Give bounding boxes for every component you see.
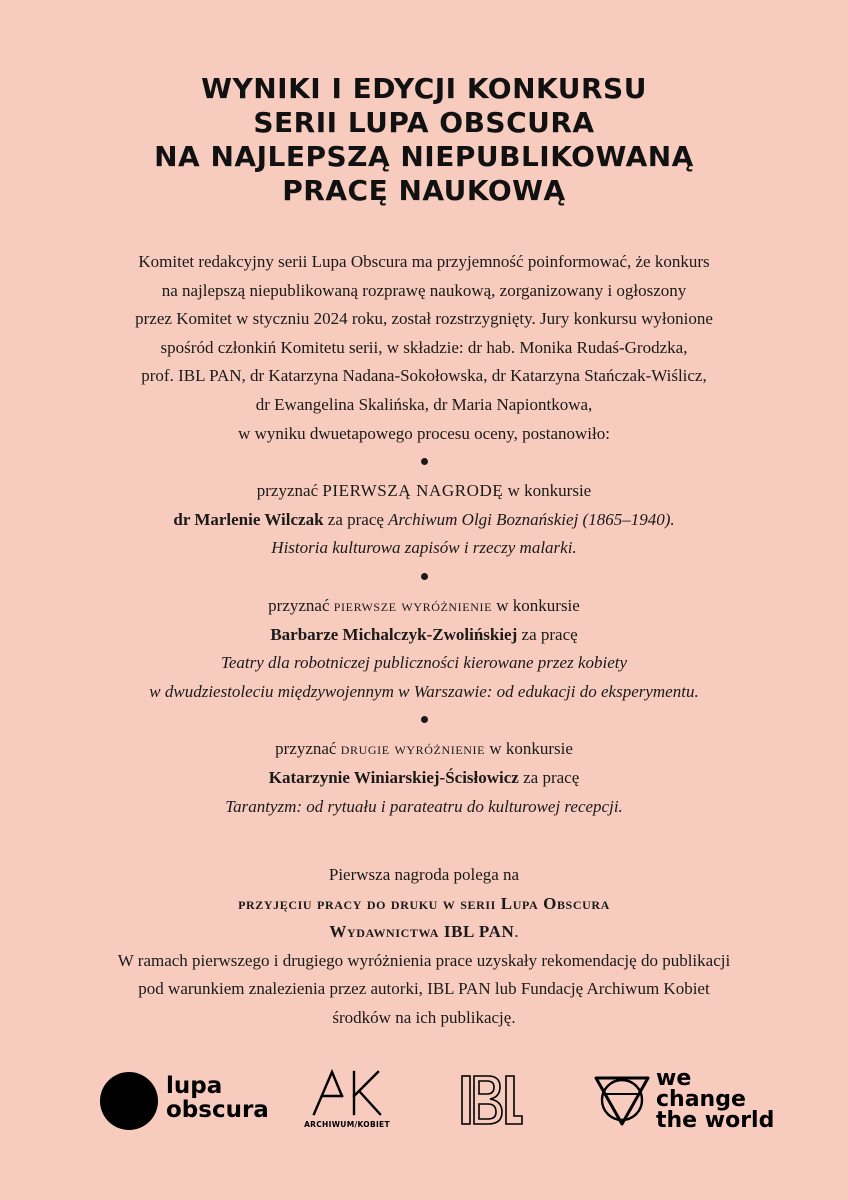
intro-line-1: Komitet redakcyjny serii Lupa Obscura ma przyjemność poinformować, że konkurs [138, 252, 710, 271]
wcw-line-2: change [656, 1087, 746, 1112]
bullet-divider [421, 458, 428, 465]
award1-post: w konkursie [503, 481, 592, 501]
intro-line-7: w wyniku dwuetapowego procesu oceny, postanowiło: [238, 423, 610, 443]
award3-line-2 [0, 764, 848, 793]
award3-pre: przyznać [275, 739, 341, 759]
award3-work-1: Tarantyzm: od rytuału i parateatru do kulturowej recepcji. [225, 796, 623, 816]
closing-line-6: środków na ich publikację. [332, 1008, 516, 1028]
announcement-body [0, 248, 848, 1033]
award1-pre: przyznać [256, 481, 323, 501]
award1-work-2: Historia kulturowa zapisów i rzeczy malarki. [271, 538, 577, 558]
wcw-line-3: the world [656, 1108, 775, 1133]
intro-line-5: prof. IBL PAN, dr Katarzyna Nadana-Sokołowska, dr Katarzyna Stańczak-Wiślicz, [141, 366, 707, 386]
lupa-obscura-circle-icon [100, 1072, 158, 1130]
award3-post: w konkursie [485, 739, 573, 759]
award1-mid: za pracę [323, 509, 389, 529]
lupa-logo-line-1: lupa [166, 1073, 223, 1099]
closing-line-4: W ramach pierwszego i drugiego wyróżnienia prace uzyskały rekomendację do publikacji [117, 950, 731, 970]
closing-period: . [514, 922, 519, 942]
closing-line-1: Pierwsza nagroda polega na [328, 865, 520, 885]
bullet-divider [421, 716, 428, 723]
intro-line-4: spośród członkiń Komitetu serii, w składzie: dr hab. Monika Rudaś-Grodzka, [160, 337, 688, 357]
award2-mid: za pracę [517, 624, 578, 644]
intro-line-6: dr Ewangelina Skalińska, dr Maria Napiontkowa, [255, 394, 593, 414]
award2-post: w konkursie [492, 595, 580, 615]
bullet-divider [421, 573, 428, 580]
award2-work-2: w dwudziestoleciu międzywojennym w Warszawie: od edukacji do eksperymentu. [149, 681, 699, 701]
we-change-the-world-icon [592, 1072, 652, 1128]
award3-mid: za pracę [518, 767, 580, 787]
archiwum-kobiet-label: ARCHIWUM/KOBIET [304, 1120, 390, 1129]
award1-winner: dr Marlenie Wilczak [173, 509, 324, 529]
title-line-2: SERII LUPA OBSCURA [253, 106, 595, 139]
spacer [0, 841, 848, 861]
award3-winner: Katarzynie Winiarskiej-Ścisłowicz [268, 767, 519, 787]
award3-line-1 [0, 735, 848, 764]
award1-award: PIERWSZĄ NAGRODĘ [322, 481, 504, 501]
title-line-4: PRACĘ NAUKOWĄ [282, 174, 566, 207]
award2-line-2 [0, 621, 848, 650]
intro-line-3: przez Komitet w styczniu 2024 roku, został rozstrzygnięty. Jury konkursu wyłonione [135, 309, 713, 329]
wcw-line-1: we [656, 1066, 692, 1091]
ibl-logo [458, 1072, 524, 1128]
closing-line-5: pod warunkiem znalezienia przez autorki, IBL PAN lub Fundację Archiwum Kobiet [138, 979, 710, 999]
title-line-1: WYNIKI I EDYCJI KONKURSU [201, 72, 647, 105]
award2-line-1 [0, 592, 848, 621]
intro-line-2: na najlepszą niepublikowaną rozprawę naukową, zorganizowany i ogłoszony [161, 280, 687, 300]
we-change-the-world-logo [656, 1068, 774, 1131]
award2-award: pierwsze wyróżnienie [333, 595, 492, 615]
award3-award: drugie wyróżnienie [340, 739, 486, 759]
title-line-3: NA NAJLEPSZĄ NIEPUBLIKOWANĄ [154, 140, 694, 173]
award2-pre: przyznać [268, 595, 334, 615]
logo-row [0, 1068, 848, 1138]
closing-line-2: przyjęciu pracy do druku w serii Lupa Obscura [238, 893, 610, 913]
award1-line-2 [0, 506, 848, 535]
award2-winner: Barbarze Michalczyk-Zwolińskiej [270, 624, 518, 644]
award1-line-1 [0, 477, 848, 506]
page-title [0, 72, 848, 208]
lupa-logo-line-2: obscura [166, 1097, 269, 1123]
closing-line-3 [0, 918, 848, 947]
spacer [0, 821, 848, 841]
award2-work-1: Teatry dla robotniczej publiczności kierowane przez kobiety [220, 653, 628, 673]
award1-work-1: Archiwum Olgi Boznańskiej (1865–1940). [388, 509, 675, 529]
closing-publisher: Wydawnictwa IBL PAN [329, 922, 515, 942]
lupa-obscura-logo [166, 1074, 269, 1122]
